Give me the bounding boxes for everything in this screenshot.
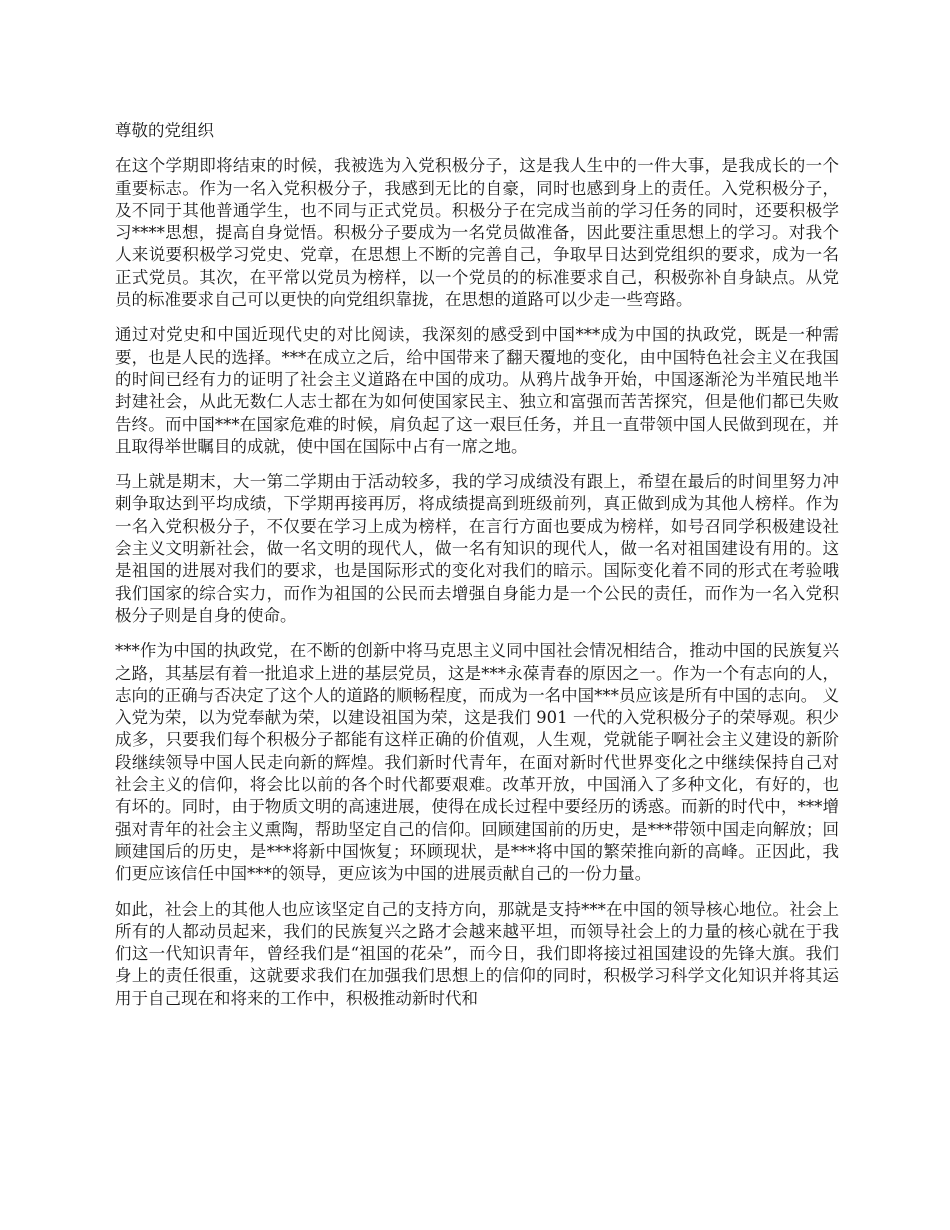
paragraph-1: 在这个学期即将结束的时候，我被选为入党积极分子，这是我人生中的一件大事，是我成长的一个重要标志。作为一名入党积极分子，我感到无比的自豪，同时也感到身上的责任。入党积极分子，及不同于其他普通学生，也不同与正式党员。积极分子在完成当前的学习任务的同时，还要积极学习****思想，提高自身觉悟。积极分子要成为一名党员做准备，因此要注重思想上的学习。对我个人来说要积极学习党史、党章，在思想上不断的完善自己，争取早日达到党组织的要求，成为一名正式党员。其次，在平常以党员为榜样，以一个党员的的标准要求自己，积极弥补自身缺点。从党员的标准要求自己可以更快的向党组织靠拢，在思想的道路可以少走一些弯路。 (115, 156, 839, 310)
paragraph-3: 马上就是期末，大一第二学期由于活动较多，我的学习成绩没有跟上，希望在最后的时间里努力冲刺争取达到平均成绩，下学期再接再厉，将成绩提高到班级前列，真正做到成为其他人榜样。作为一名入党积极分子，不仅要在学习上成为榜样，在言行方面也要成为榜样，如号召同学积极建设社会主义文明新社会，做一名文明的现代人，做一名有知识的现代人，做一名对祖国建设有用的。这是祖国的进展对我们的要求，也是国际形式的变化对我们的暗示。国际变化着不同的形式在考验哦我们国家的综合实力，而作为祖国的公民而去增强自身能力是一个公民的责任，而作为一名入党积极分子则是自身的使命。 (115, 472, 839, 625)
salutation: 尊敬的党组织 (115, 121, 214, 140)
paragraph-2: 通过对党史和中国近现代史的对比阅读，我深刻的感受到中国***成为中国的执政党，既是一种需要，也是人民的选择。***在成立之后，给中国带来了翻天覆地的变化，由中国特色社会主义在我国的时间已经有力的证明了社会主义道路在中国的成功。从鸦片战争开始，中国逐渐沦为半殖民地半封建社会，从此无数仁人志士都在为如何使国家民主、独立和富强而苦苦探究，但是他们都已失败告终。而中国***在国家危难的时候，肩负起了这一艰巨任务，并且一直带领中国人民做到现在，并且取得举世瞩目的成就，使中国在国际中占有一席之地。 (115, 325, 839, 456)
paragraph-4: ***作为中国的执政党，在不断的创新中将马克思主义同中国社会情况相结合，推动中国的民族复兴之路，其基层有着一批追求上进的基层党员，这是***永葆青春的原因之一。作为一个有志向的人，志向的正确与否决定了这个人的道路的顺畅程度，而成为一名中国***员应该是所有中国的志向。 义入党为荣，以为党奉献为荣，以建设祖国为荣，这是我们 901 一代的入党积极分子的荣辱观。积少成多，只要我们每个积极分子都能有这样正确的价值观，人生观，党就能子啊社会主义建设的新阶段继续领导中国人民走向新的辉煌。我们新时代青年，在面对新时代世界变化之中继续保持自己对社会主义的信仰，将会比以前的各个时代都要艰难。改革开放，中国涌入了多种文化，有好的，也有坏的。同时，由于物质文明的高速进展，使得在成长过程中要经历的诱惑。而新的时代中，***增强对青年的社会主义熏陶，帮助坚定自己的信仰。回顾建国前的历史，是***带领中国走向解放；回顾建国后的历史，是***将新中国恢复；环顾现状，是***将中国的繁荣推向新的高峰。正因此，我们更应该信任中国***的领导，更应该为中国的进展贡献自己的一份力量。 (115, 641, 839, 884)
document-page (115, 120, 839, 1023)
paragraph-5: 如此，社会上的其他人也应该坚定自己的支持方向，那就是支持***在中国的领导核心地位。社会上所有的人都动员起来，我们的民族复兴之路才会越来越平坦，而领导社会上的力量的核心就在于我们这一代知识青年，曾经我们是“祖国的花朵”，而今日，我们即将接过祖国建设的先锋大旗。我们身上的责任很重，这就要求我们在加强我们思想上的信仰的同时，积极学习科学文化知识并将其运用于自己现在和将来的工作中，积极推动新时代和 (115, 899, 839, 1008)
